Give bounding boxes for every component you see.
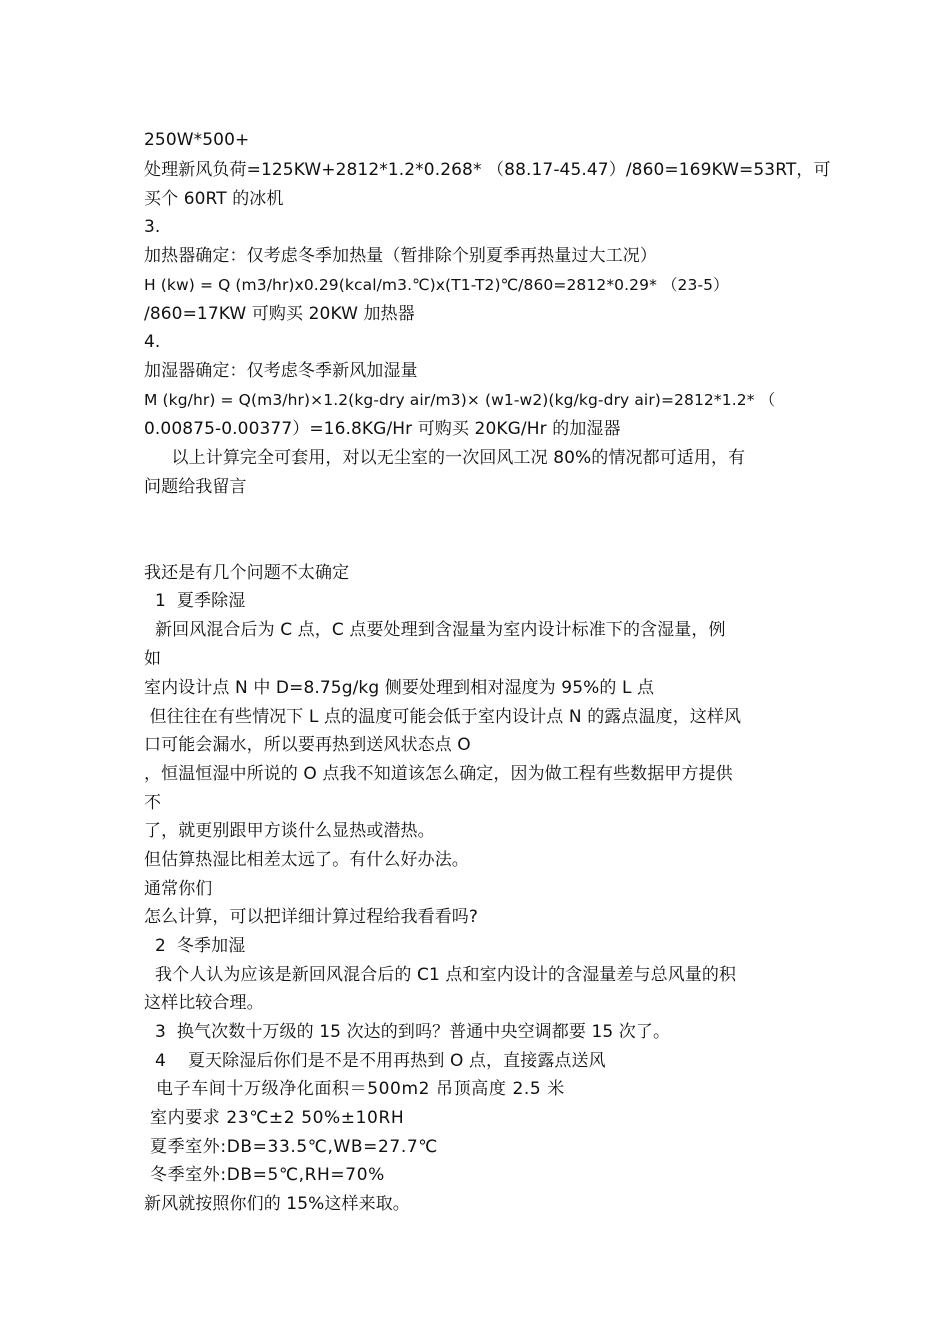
text-line: 3 换气次数十万级的 15 次达的到吗？普通中央空调都要 15 次了。 (144, 1022, 671, 1042)
text-line: 买个 60RT 的冰机 (144, 189, 284, 209)
text-line: 4 夏天除湿后你们是不是不用再热到 O 点，直接露点送风 (144, 1051, 606, 1071)
text-line: 4. (144, 332, 161, 352)
text-line: 加湿器确定：仅考虑冬季新风加湿量 (144, 361, 418, 381)
text-line: 如 (144, 649, 162, 669)
text-line: 2 冬季加湿 (144, 936, 246, 956)
text-line: 室内设计点 N 中 D=8.75g/kg 侧要处理到相对湿度为 95%的 L 点 (144, 678, 655, 698)
text-line: M (kg/hr) = Q(m3/hr)×1.2(kg-dry air/m3)× (w1-w2)(kg/kg-dry air)=2812*1.2* （ (144, 391, 776, 409)
text-line: 夏季室外:DB=33.5℃,WB=27.7℃ (144, 1137, 438, 1157)
text-line: /860=17KW 可购买 20KW 加热器 (144, 304, 415, 324)
text-line: 电子车间十万级净化面积＝500m2 吊顶高度 2.5 米 (144, 1079, 565, 1099)
text-line: H (kw) = Q (m3/hr)x0.29(kcal/m3.℃)x(T1-T2)℃/860=2812*0.29* （23-5） (144, 276, 729, 294)
text-line: 1 夏季除湿 (144, 591, 246, 611)
text-line: 室内要求 23℃±2 50%±10RH (144, 1108, 405, 1128)
text-line: 处理新风负荷=125KW+2812*1.2*0.268* （88.17-45.47）/860=169KW=53RT，可 (144, 160, 831, 180)
text-line: ，恒温恒湿中所说的 O 点我不知道该怎么确定，因为做工程有些数据甲方提供 (144, 764, 733, 784)
text-line: 新风就按照你们的 15%这样来取。 (144, 1194, 410, 1214)
text-line: 了，就更别跟甲方谈什么显热或潜热。 (144, 821, 435, 841)
text-line: 不 (144, 793, 162, 813)
text-line: 口可能会漏水，所以要再热到送风状态点 O (144, 735, 471, 755)
text-line: 新回风混合后为 C 点，C 点要处理到含湿量为室内设计标准下的含湿量，例 (144, 620, 726, 640)
text-line: 250W*500+ (144, 130, 250, 150)
text-line: 加热器确定：仅考虑冬季加热量（暂排除个别夏季再热量过大工况） (144, 246, 657, 266)
text-line: 通常你们 (144, 879, 213, 899)
text-line: 我还是有几个问题不太确定 (144, 563, 350, 583)
text-line: 这样比较合理。 (144, 993, 264, 1013)
text-line: 冬季室外:DB=5℃,RH=70% (144, 1165, 385, 1185)
text-line: 问题给我留言 (144, 477, 247, 497)
text-line: 以上计算完全可套用，对以无尘室的一次回风工况 80%的情况都可适用，有 (144, 448, 746, 468)
text-line: 但估算热湿比相差太远了。有什么好办法。 (144, 850, 469, 870)
text-line: 但往往在有些情况下 L 点的温度可能会低于室内设计点 N 的露点温度，这样风 (144, 707, 742, 727)
text-line: 0.00875-0.00377）=16.8KG/Hr 可购买 20KG/Hr 的加湿器 (144, 419, 621, 439)
text-line: 3. (144, 217, 161, 237)
text-line: 怎么计算，可以把详细计算过程给我看看吗? (144, 907, 479, 927)
text-line: 我个人认为应该是新回风混合后的 C1 点和室内设计的含湿量差与总风量的积 (144, 965, 737, 985)
